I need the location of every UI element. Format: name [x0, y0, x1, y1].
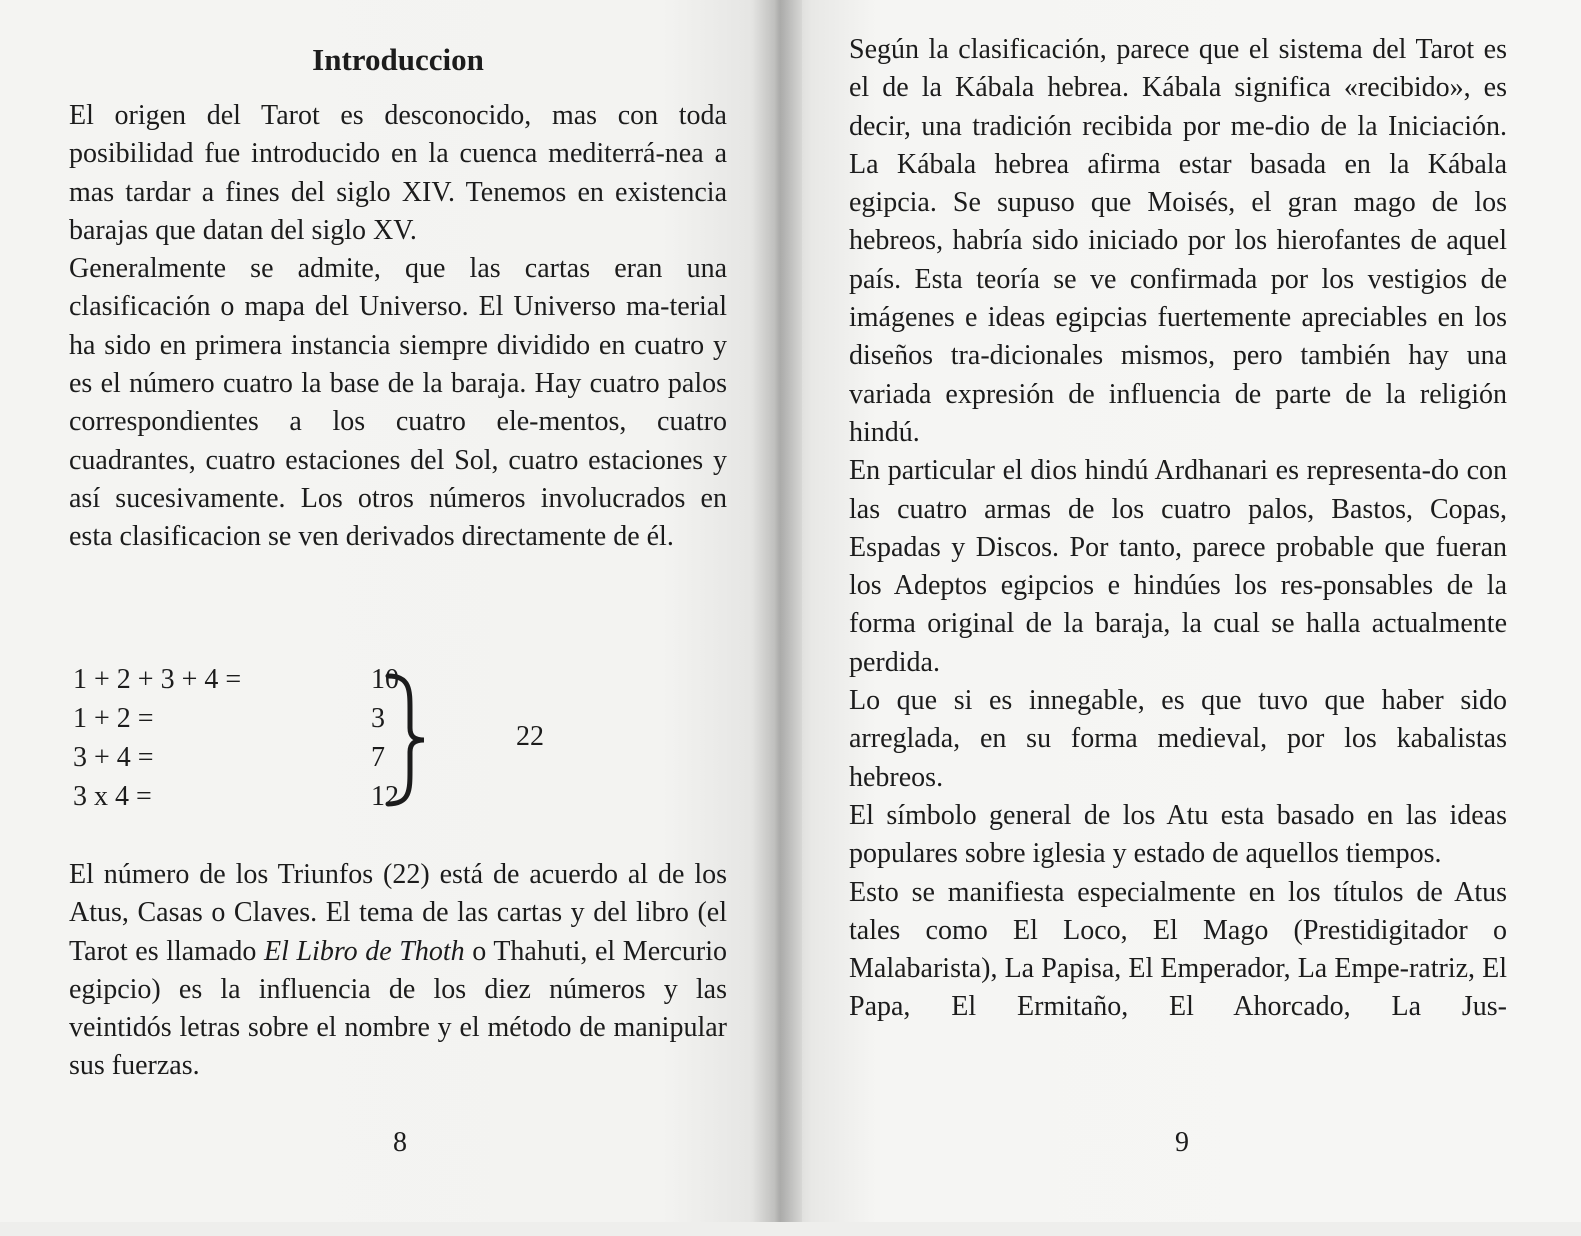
paragraph: En particular el dios hindú Ardhanari es representa-do con las cuatro armas de los cuatro palos, Bastos, Copas, Espadas y Discos. Por tanto, parece probable que fueran los Adeptos egipcios e hindúes los res-ponsables de la forma original de la baraja, la cual se halla actualmente perdida. — [849, 455, 1507, 678]
chapter-heading: Introduccion — [312, 42, 484, 77]
paragraph: Esto se manifiesta especialmente en los títulos de Atus tales como El Loco, El Mago (Prestidigitador o Malabarista), La Papisa, El Emperador, La Empe-ratriz, El Papa, El Ermitaño, El Ahorcado, La Jus- — [849, 876, 1507, 1023]
paragraph-text: El número de los Triunfos (22) está de acuerdo al de los Atus, Casas o Claves. El tema de las cartas y del libro (el Tarot es llamado — [69, 859, 727, 967]
left-page — [0, 0, 780, 1236]
equation-total: 22 — [516, 721, 544, 752]
equation-result: 7 — [371, 742, 385, 773]
equation-result: 10 — [371, 664, 399, 695]
paragraph — [69, 856, 727, 1086]
equation-result: 12 — [371, 781, 399, 812]
page-bottom-edge — [0, 1222, 1581, 1236]
paragraph: El símbolo general de los Atu esta basado en las ideas populares sobre iglesia y estado de aquellos tiempos. — [849, 799, 1507, 870]
page-number: 8 — [393, 1127, 407, 1158]
right-page — [780, 0, 1581, 1236]
equation-expression: 3 + 4 = — [73, 742, 154, 773]
paragraph: Generalmente se admite, que las cartas eran una clasificación o mapa del Universo. El Universo ma-terial ha sido en primera instancia siempre dividido en cuatro y es el número cuatro la base de la baraja. Hay cuatro palos correspondientes a los cuatro ele-mentos, cuatro cuadrantes, cuatro estaciones del Sol, cuatro estaciones y así sucesivamente. Los otros números involucrados en esta clasificacion se ven derivados directamente de él. — [69, 253, 727, 553]
equation-expression: 3 x 4 = — [73, 781, 152, 812]
curly-brace-icon — [366, 670, 426, 810]
paragraph-text: o Thahuti, el Mercurio egipcio) es la influencia de los diez números y las veintidós letras sobre el nombre y el método de manipular sus fuerzas. — [69, 935, 727, 1082]
page-number: 9 — [1175, 1127, 1189, 1158]
paragraph: Lo que si es innegable, es que tuvo que haber sido arreglada, en su forma medieval, por los kabalistas hebreos. — [849, 685, 1507, 793]
paragraph: El origen del Tarot es desconocido, mas con toda posibilidad fue introducido en la cuenca mediterrá-nea a mas tardar a fines del siglo XIV. Tenemos en existencia barajas que datan del siglo XV. — [69, 100, 727, 246]
left-intro-text — [69, 97, 727, 557]
equation-expression: 1 + 2 = — [73, 703, 154, 734]
book-gutter — [752, 0, 802, 1236]
left-closing-text — [69, 856, 727, 1086]
paragraph: Según la clasificación, parece que el sistema del Tarot es el de la Kábala hebrea. Kábala significa «recibido», es decir, una tradición recibida por me-dio de la Iniciación. La Kábala hebrea afirma estar basada en la Kábala egipcia. Se supuso que Moisés, el gran mago de los hebreos, habría sido iniciado por los hierofantes de aquel país. Esta teoría se ve confirmada por los vestigios de imágenes e ideas egipcias fuertemente apreciables en los diseños tra-dicionales mismos, pero también hay una variada expresión de influencia de parte de la religión hindú. — [849, 34, 1507, 448]
book-title: El Libro de Thoth — [263, 935, 465, 967]
equation-expression: 1 + 2 + 3 + 4 = — [73, 664, 242, 695]
equation-result: 3 — [371, 703, 385, 734]
right-text — [849, 31, 1507, 1027]
